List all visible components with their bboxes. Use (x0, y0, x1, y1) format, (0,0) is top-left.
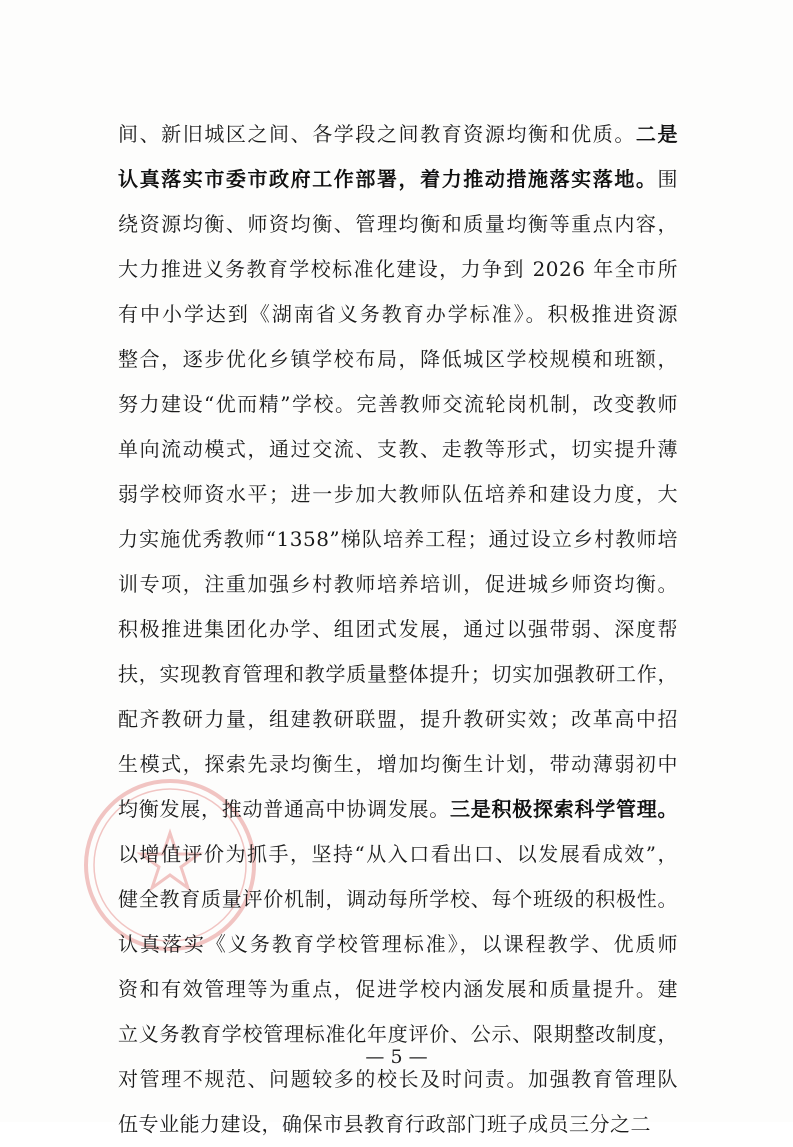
text-line (118, 157, 678, 202)
text-span: 训专项，注重加强乡村教师培养培训，促进城乡师资均衡。 (118, 572, 678, 596)
page-number: — 5 — (365, 1046, 428, 1068)
bold-text-span: 三是积极探索科学管理。 (450, 797, 678, 821)
text-line (118, 247, 678, 292)
text-span: 围 (657, 167, 678, 191)
text-span: 生模式，探索先录均衡生，增加均衡生计划，带动薄弱初中 (118, 752, 678, 776)
text-line (118, 652, 678, 697)
text-span: 资和有效管理等为重点，促进学校内涵发展和质量提升。建 (118, 977, 678, 1001)
text-span: 以增值评价为抓手，坚持“从入口看出口、以发展看成效”， (118, 842, 678, 866)
text-span: 均衡发展，推动普通高中协调发展。 (118, 797, 450, 821)
text-line (118, 517, 678, 562)
text-line (118, 337, 678, 382)
text-span: 大力推进义务教育学校标准化建设，力争到 2026 年全市所 (118, 257, 678, 281)
text-line (118, 787, 678, 832)
text-span: 力实施优秀教师“1358”梯队培养工程；通过设立乡村教师培 (118, 527, 678, 551)
text-line (118, 562, 678, 607)
text-span: 积极推进集团化办学、组团式发展，通过以强带弱、深度帮 (118, 617, 678, 641)
text-line (118, 472, 678, 517)
body-text (118, 112, 678, 1147)
text-line (118, 967, 678, 1012)
text-line (118, 877, 678, 922)
text-span: 单向流动模式，通过交流、支教、走教等形式，切实提升薄 (118, 437, 678, 461)
bold-text-span: 二是 (635, 122, 679, 146)
text-span: 认真落实《义务教育学校管理标准》，以课程教学、优质师 (118, 932, 678, 956)
text-line (118, 427, 678, 472)
text-span: 立义务教育学校管理标准化年度评价、公示、限期整改制度， (118, 1022, 678, 1046)
text-line (118, 697, 678, 742)
text-line (118, 382, 678, 427)
text-line (118, 832, 678, 877)
text-span: 有中小学达到《湖南省义务教育办学标准》。积极推进资源 (118, 302, 678, 326)
text-line (118, 607, 678, 652)
text-line (118, 742, 678, 787)
text-span: 扶，实现教育管理和教学质量整体提升；切实加强教研工作， (118, 662, 678, 686)
text-span: 对管理不规范、问题较多的校长及时问责。加强教育管理队 (118, 1067, 678, 1091)
text-line (118, 922, 678, 967)
text-line (118, 112, 678, 157)
text-line (118, 202, 678, 247)
text-span: 配齐教研力量，组建教研联盟，提升教研实效；改革高中招 (118, 707, 678, 731)
text-span: 间、新旧城区之间、各学段之间教育资源均衡和优质。 (118, 122, 636, 146)
text-span: 弱学校师资水平；进一步加大教师队伍培养和建设力度，大 (118, 482, 678, 506)
bold-text-span: 认真落实市委市政府工作部署，着力推动措施落实落地。 (118, 167, 658, 191)
text-line (118, 292, 678, 337)
text-span: 绕资源均衡、师资均衡、管理均衡和质量均衡等重点内容， (118, 212, 678, 236)
text-span: 健全教育质量评价机制，调动每所学校、每个班级的积极性。 (118, 887, 678, 911)
text-span: 整合，逐步优化乡镇学校布局，降低城区学校规模和班额， (118, 347, 678, 371)
text-span: 伍专业能力建设，确保市县教育行政部门班子成员三分之二 (118, 1112, 651, 1136)
text-line (118, 1102, 678, 1147)
text-span: 努力建设“优而精”学校。完善教师交流轮岗机制，改变教师 (118, 392, 678, 416)
